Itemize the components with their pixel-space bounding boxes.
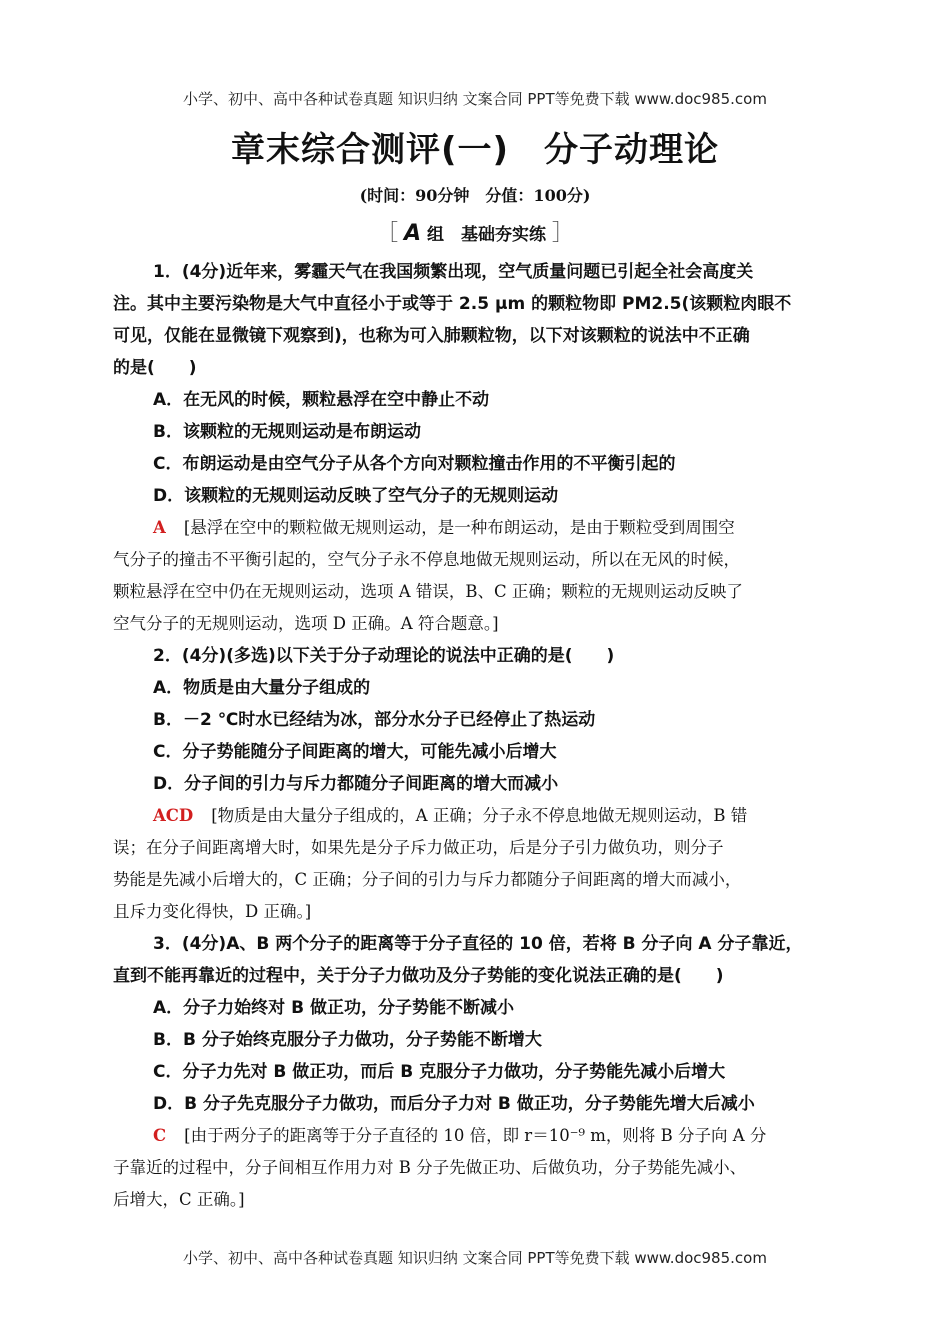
- question-stem-line: 可见，仅能在显微镜下观察到)，也称为可入肺颗粒物，以下对该颗粒的说法中不正确: [113, 326, 750, 346]
- explanation-text: [由于两分子的距离等于分子直径的 10 倍，即 r＝10⁻⁹ m，则将 B 分子向 A 分: [184, 1126, 767, 1145]
- question-stem-line: 1．(4分)近年来，雾霾天气在我国频繁出现，空气质量问题已引起全社会高度关: [153, 262, 754, 282]
- answer-explanation-line: 且斥力变化得快，D 正确。]: [113, 902, 312, 921]
- answer-explanation-line: 势能是先减小后增大的，C 正确；分子间的引力与斥力都随分子间距离的增大而减小，: [113, 870, 742, 889]
- footer-banner: 小学、初中、高中各种试卷真题 知识归纳 文案合同 PPT等免费下载 www.doc985.com: [183, 1249, 767, 1267]
- bracket-open: ［: [376, 221, 399, 246]
- explanation-text: [悬浮在空中的颗粒做无规则运动，是一种布朗运动，是由于颗粒受到周围空: [183, 518, 735, 537]
- answer-explanation-line: [113, 800, 848, 832]
- header-banner: 小学、初中、高中各种试卷真题 知识归纳 文案合同 PPT等免费下载 www.doc985.com: [183, 90, 767, 108]
- explanation-text: [物质是由大量分子组成的，A 正确；分子永不停息地做无规则运动，B 错: [211, 806, 748, 825]
- option-a: A．分子力始终对 B 做正功，分子势能不断减小: [153, 998, 514, 1018]
- question-stem-line: 注。其中主要污染物是大气中直径小于或等于 2.5 μm 的颗粒物即 PM2.5(该颗粒肉眼不: [113, 294, 792, 314]
- option-d: D．该颗粒的无规则运动反映了空气分子的无规则运动: [153, 486, 559, 506]
- question-2: [113, 640, 848, 928]
- question-list: [113, 256, 848, 1216]
- option-a: A．在无风的时候，颗粒悬浮在空中静止不动: [153, 390, 490, 410]
- question-stem-line: 3．(4分)A、B 两个分子的距离等于分子直径的 10 倍，若将 B 分子向 A 分子靠近，: [153, 934, 803, 954]
- option-d: D．分子间的引力与斥力都随分子间距离的增大而减小: [153, 774, 559, 794]
- page-title: 章末综合测评(一) 分子动理论: [230, 130, 720, 170]
- answer-key: ACD: [153, 806, 194, 825]
- question-1: [113, 256, 848, 640]
- option-c: C．布朗运动是由空气分子从各个方向对颗粒撞击作用的不平衡引起的: [153, 454, 676, 474]
- answer-explanation-line: [113, 1120, 848, 1152]
- answer-explanation-line: [113, 512, 848, 544]
- answer-explanation-line: 空气分子的无规则运动，选项 D 正确。A 符合题意。]: [113, 614, 499, 633]
- question-stem-line: 2．(4分)(多选)以下关于分子动理论的说法中正确的是( ): [153, 646, 615, 666]
- answer-explanation-line: 后增大，C 正确。]: [113, 1190, 245, 1209]
- option-c: C．分子势能随分子间距离的增大，可能先减小后增大: [153, 742, 557, 762]
- group-letter: A: [404, 221, 422, 246]
- answer-explanation-line: 误；在分子间距离增大时，如果先是分子斥力做正功，后是分子引力做负功，则分子: [113, 838, 724, 857]
- exam-info: (时间：90分钟 分值：100分): [359, 186, 591, 205]
- answer-key: C: [153, 1126, 167, 1145]
- bracket-close: ］: [551, 221, 574, 246]
- option-d: D．B 分子先克服分子力做功，而后分子力对 B 做正功，分子势能先增大后减小: [153, 1094, 755, 1114]
- answer-explanation-line: 子靠近的过程中，分子间相互作用力对 B 分子先做正功、后做负功，分子势能先减小、: [113, 1158, 747, 1177]
- question-stem-line: 的是( ): [113, 358, 197, 378]
- answer-explanation-line: 颗粒悬浮在空中仍在无规则运动，选项 A 错误，B、C 正确；颗粒的无规则运动反映了: [113, 582, 743, 601]
- section-heading: [0, 216, 950, 247]
- option-b: B．B 分子始终克服分子力做功，分子势能不断增大: [153, 1030, 542, 1050]
- question-stem-line: 直到不能再靠近的过程中，关于分子力做功及分子势能的变化说法正确的是( ): [113, 966, 724, 986]
- question-3: [113, 928, 848, 1216]
- answer-key: A: [153, 518, 166, 537]
- option-b: B．该颗粒的无规则运动是布朗运动: [153, 422, 421, 442]
- answer-explanation-line: 气分子的撞击不平衡引起的，空气分子永不停息地做无规则运动，所以在无风的时候，: [113, 550, 740, 569]
- option-c: C．分子力先对 B 做正功，而后 B 克服分子力做功，分子势能先减小后增大: [153, 1062, 726, 1082]
- option-b: B．－2 ℃时水已经结为冰，部分水分子已经停止了热运动: [153, 710, 596, 730]
- group-label: 组 基础夯实练: [426, 225, 546, 245]
- option-a: A．物质是由大量分子组成的: [153, 678, 371, 698]
